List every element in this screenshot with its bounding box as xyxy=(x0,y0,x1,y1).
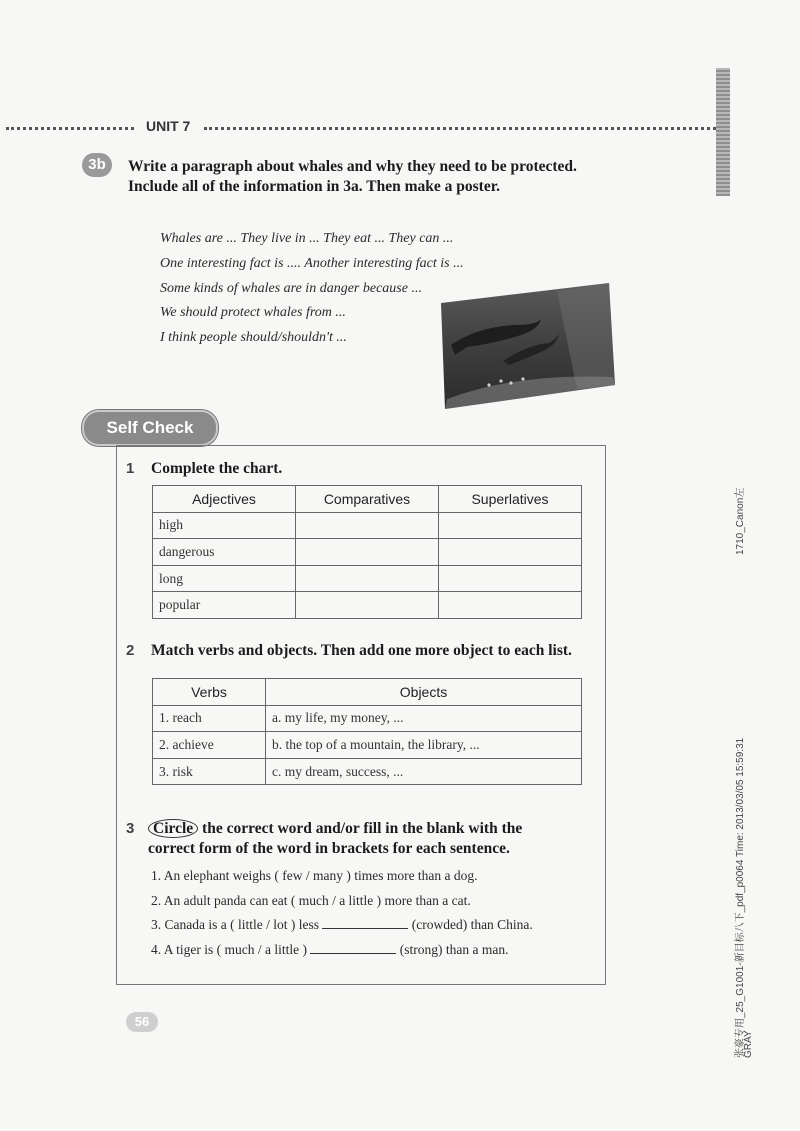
table-row xyxy=(153,705,582,732)
side-label-device: 1710_Canon左 xyxy=(735,487,746,555)
header-adjectives: Adjectives xyxy=(153,486,296,513)
instruction-line-1: Write a paragraph about whales and why they need to be protected. xyxy=(128,158,577,175)
header-comparatives: Comparatives xyxy=(296,486,439,513)
circle-word: Circle xyxy=(148,819,198,838)
side-label-file: 张豪专用_25_G1001-新目标八下_pdf_p0064 Time: 2013/03/05 15:59:31 xyxy=(735,737,746,1058)
sentence-3 xyxy=(151,913,591,938)
object-cell: c. my dream, success, ... xyxy=(266,758,582,785)
match-table xyxy=(152,678,582,785)
prompt-line: I think people should/shouldn't ... xyxy=(160,330,347,346)
table-header-row xyxy=(153,679,582,706)
q1-text: Complete the chart. xyxy=(151,460,283,477)
verb-cell: 2. achieve xyxy=(153,732,266,759)
adjective-cell: long xyxy=(153,565,296,592)
superlative-blank[interactable] xyxy=(439,512,582,539)
q3-instruction xyxy=(148,819,588,859)
comparative-blank[interactable] xyxy=(296,512,439,539)
q2-text: Match verbs and objects. Then add one more object to each list. xyxy=(151,642,572,659)
sentence-4-end: (strong) than a man. xyxy=(399,941,509,957)
side-label-gray: GRAY xyxy=(743,1030,754,1058)
whale-photo xyxy=(437,281,617,414)
table-row xyxy=(153,539,582,566)
scan-edge-strip xyxy=(716,68,730,196)
table-row xyxy=(153,565,582,592)
header-verbs: Verbs xyxy=(153,679,266,706)
dotted-rule-left xyxy=(6,127,134,130)
fill-blank[interactable] xyxy=(322,916,408,929)
unit-title: UNIT 7 xyxy=(146,118,191,134)
sentence-4-start: 4. A tiger is ( much / a little ) xyxy=(151,941,307,957)
superlative-blank[interactable] xyxy=(439,539,582,566)
superlative-blank[interactable] xyxy=(439,565,582,592)
object-cell: b. the top of a mountain, the library, ... xyxy=(266,732,582,759)
chart-table xyxy=(152,485,582,619)
sentence-4 xyxy=(151,938,591,963)
section-3b-badge: 3b xyxy=(82,153,112,177)
sentence-2: 2. An adult panda can eat ( much / a little ) more than a cat. xyxy=(151,892,471,908)
page-number: 56 xyxy=(126,1012,158,1032)
unit-header xyxy=(6,118,718,138)
sentence-3-end: (crowded) than China. xyxy=(411,917,533,933)
prompt-line: One interesting fact is .... Another interesting fact is ... xyxy=(160,255,464,271)
comparative-blank[interactable] xyxy=(296,565,439,592)
q3-number: 3 xyxy=(126,820,135,837)
header-objects: Objects xyxy=(266,679,582,706)
q2-number: 2 xyxy=(126,642,135,659)
self-check-badge: Self Check xyxy=(82,410,218,446)
dotted-rule-right xyxy=(204,127,716,130)
table-row xyxy=(153,512,582,539)
instruction-line-2: Include all of the information in 3a. Then make a poster. xyxy=(128,178,501,195)
q3-text-line-1: the correct word and/or fill in the blank with the xyxy=(202,820,523,837)
section-3b-instruction xyxy=(128,157,648,197)
comparative-blank[interactable] xyxy=(296,539,439,566)
verb-cell: 3. risk xyxy=(153,758,266,785)
adjective-cell: high xyxy=(153,512,296,539)
header-superlatives: Superlatives xyxy=(439,486,582,513)
object-cell: a. my life, my money, ... xyxy=(266,705,582,732)
q3-text-line-2: correct form of the word in brackets for each sentence. xyxy=(148,840,510,857)
table-row xyxy=(153,732,582,759)
q1-number: 1 xyxy=(126,460,135,477)
prompt-line: Some kinds of whales are in danger because ... xyxy=(160,280,422,296)
q3-sentences xyxy=(151,864,591,962)
prompt-line: We should protect whales from ... xyxy=(160,305,346,321)
superlative-blank[interactable] xyxy=(439,592,582,619)
adjective-cell: dangerous xyxy=(153,539,296,566)
adjective-cell: popular xyxy=(153,592,296,619)
verb-cell: 1. reach xyxy=(153,705,266,732)
table-row xyxy=(153,758,582,785)
table-header-row xyxy=(153,486,582,513)
comparative-blank[interactable] xyxy=(296,592,439,619)
sentence-1: 1. An elephant weighs ( few / many ) times more than a dog. xyxy=(151,868,478,883)
prompt-line: Whales are ... They live in ... They eat ... They can ... xyxy=(160,231,454,246)
table-row xyxy=(153,592,582,619)
sentence-3-start: 3. Canada is a ( little / lot ) less xyxy=(151,917,319,933)
fill-blank[interactable] xyxy=(310,941,396,954)
